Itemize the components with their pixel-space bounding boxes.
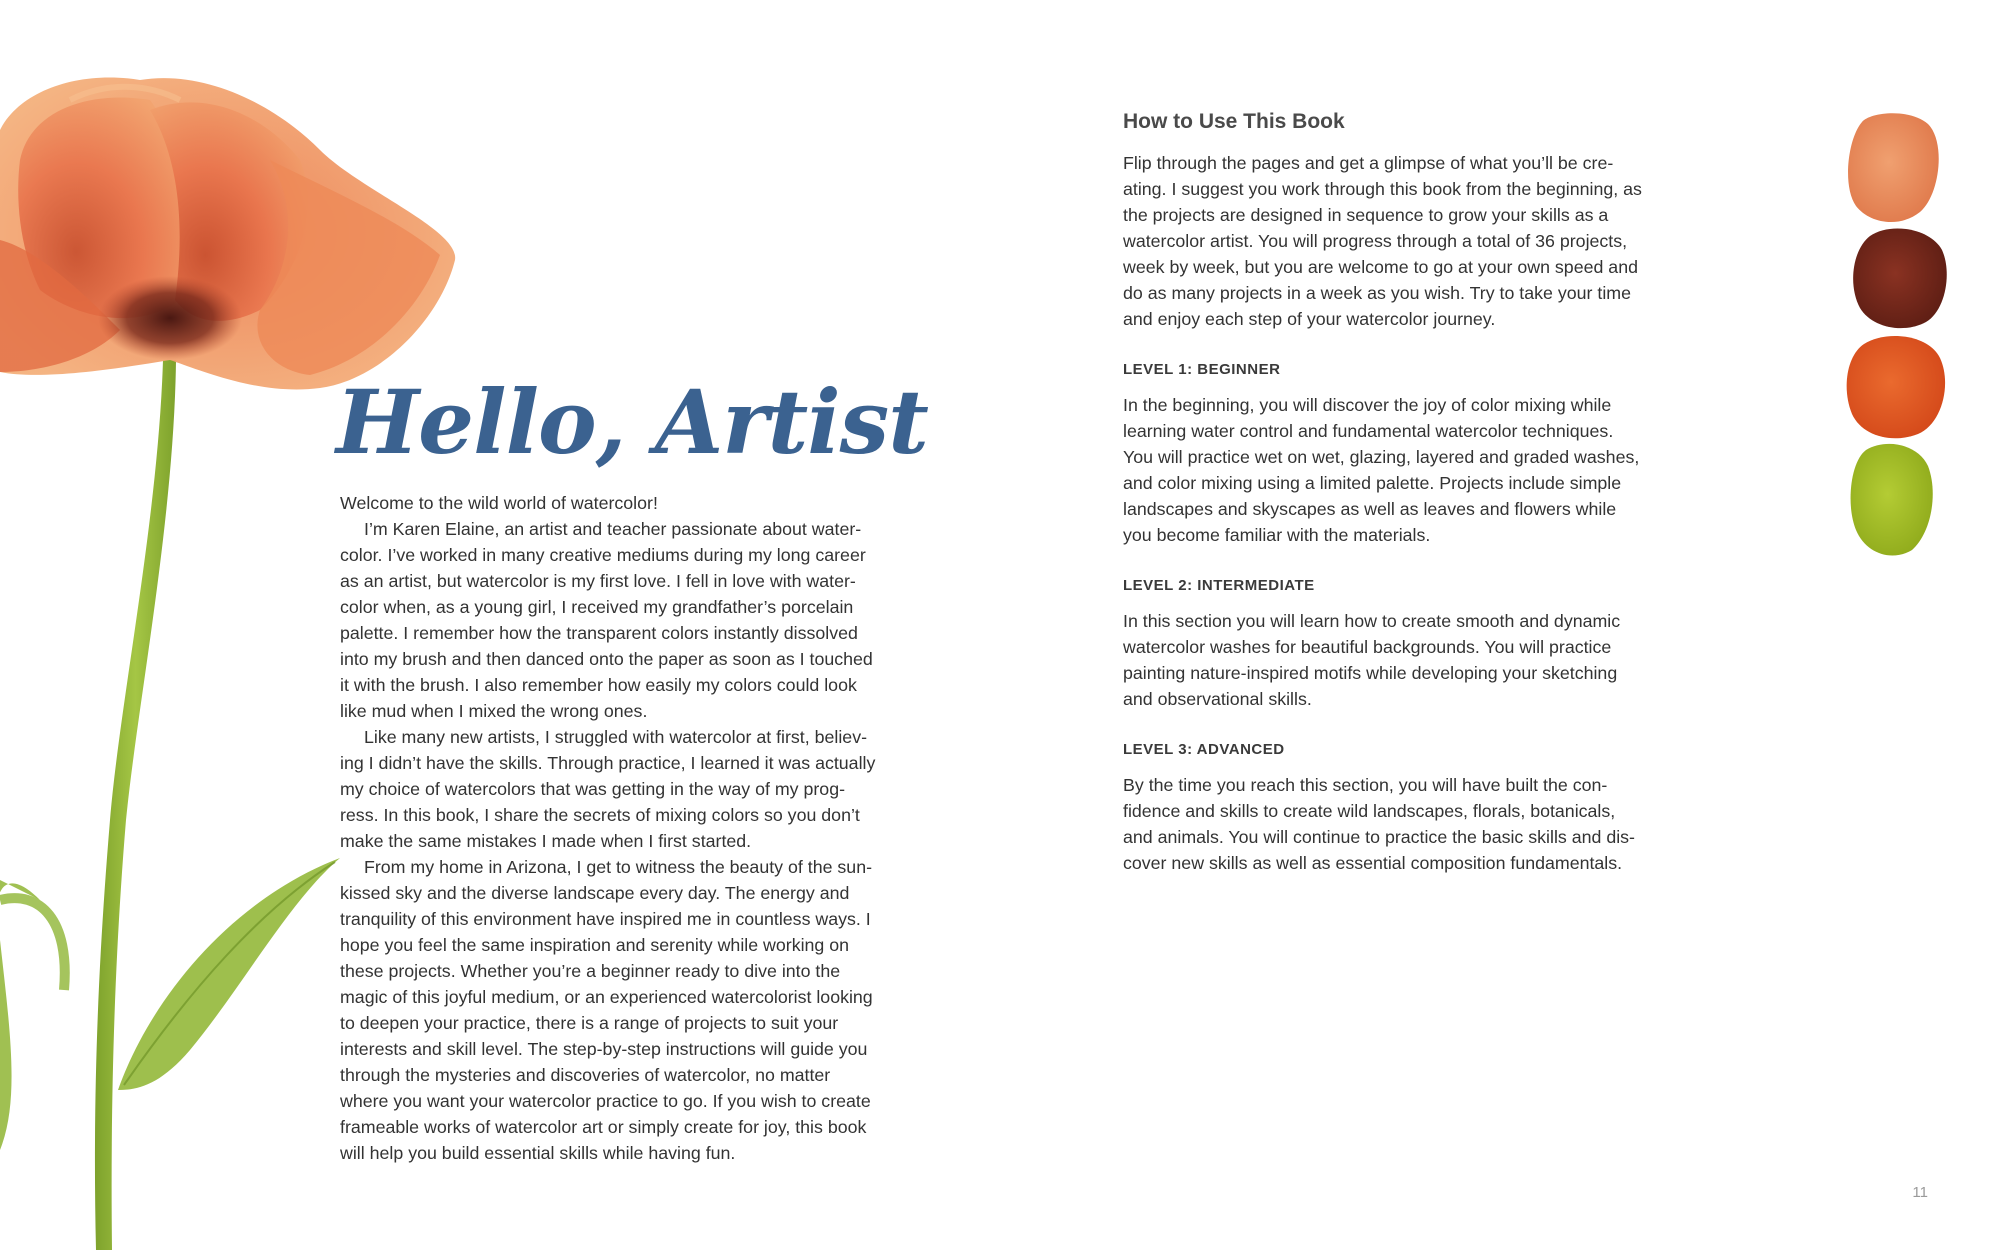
swatch-peach xyxy=(1848,113,1939,222)
paragraph: From my home in Arizona, I get to witness the beauty of the sun-kissed sky and the diverse landscape every day. The energy and tranquility of this environment have inspired me in countless ways. I hope you feel the same inspiration and serenity while working on these projects. Whether you’re a beginner ready to dive into the magic of this joyful medium, or an experienced watercolorist looking to deepen your practice, there is a range of projects to suit your interests and skill level. The step-by-step instructions will guide you through the mysteries and discoveries of watercolor, no matter where you want your watercolor practice to go. If you wish to create frameable works of watercolor art or simply create for joy, this book will help you build essential skills while having fun. xyxy=(340,857,873,1163)
swatch-lime xyxy=(1851,444,1933,556)
paragraph: Like many new artists, I struggled with watercolor at first, believ-ing I didn’t have the skills. Through practice, I learned it was actually my choice of watercolors that was getting in the way of my prog-ress. In this book, I share the secrets of mixing colors so you don’t make the same mistakes I made when I first started. xyxy=(340,727,876,851)
poppy-center xyxy=(98,276,242,360)
swatch-maroon xyxy=(1853,228,1947,328)
level-description: By the time you reach this section, you will have built the con-fidence and skills to create wild landscapes, florals, botanicals, and animals. You will continue to practice the basic skills and dis-cover new skills as well as essential composition fundamentals. xyxy=(1123,775,1635,873)
level-heading: LEVEL 1: BEGINNER xyxy=(1123,361,1281,378)
how-to-use-section xyxy=(1123,108,1643,876)
level-description: In this section you will learn how to create smooth and dynamic watercolor washes for beautiful backgrounds. You will practice painting nature-inspired motifs while developing your sketching and observational skills. xyxy=(1123,611,1621,709)
right-leaf xyxy=(118,858,340,1090)
paragraph: Welcome to the wild world of watercolor! xyxy=(340,493,658,513)
page-title: Hello, Artist xyxy=(336,370,928,474)
page-number: 11 xyxy=(1912,1184,1928,1201)
watercolor-swatches xyxy=(1800,0,2000,600)
level-heading: LEVEL 3: ADVANCED xyxy=(1123,741,1285,758)
intro-paragraph: Flip through the pages and get a glimpse of what you’ll be cre-ating. I suggest you work through this book from the beginning, as the projects are designed in sequence to grow your skills as a watercolor artist. You will progress through a total of 36 projects, week by week, but you are welcome to go at your own speed and do as many projects in a week as you wish. Try to take your time and enjoy each step of your watercolor journey. xyxy=(1123,153,1642,329)
left-leaf xyxy=(0,880,40,1150)
stem xyxy=(95,360,176,1250)
swatch-orange xyxy=(1847,336,1945,438)
intro-text xyxy=(340,490,880,1166)
paragraph: I’m Karen Elaine, an artist and teacher passionate about water-color. I’ve worked in many creative mediums during my long career as an artist, but watercolor is my first love. I fell in love with water-color when, as a young girl, I received my grandfather’s porcelain palette. I remember how the transparent colors instantly dissolved into my brush and then danced onto the paper as soon as I touched it with the brush. I also remember how easily my colors could look like mud when I mixed the wrong ones. xyxy=(340,519,873,721)
level-description: In the beginning, you will discover the joy of color mixing while learning water control and fundamental watercolor techniques. You will practice wet on wet, glazing, layered and graded washes, and color mixing using a limited palette. Projects include simple landscapes and skyscapes as well as leaves and flowers while you become familiar with the materials. xyxy=(1123,395,1640,545)
level-heading: LEVEL 2: INTERMEDIATE xyxy=(1123,577,1315,594)
section-heading: How to Use This Book xyxy=(1123,110,1345,133)
